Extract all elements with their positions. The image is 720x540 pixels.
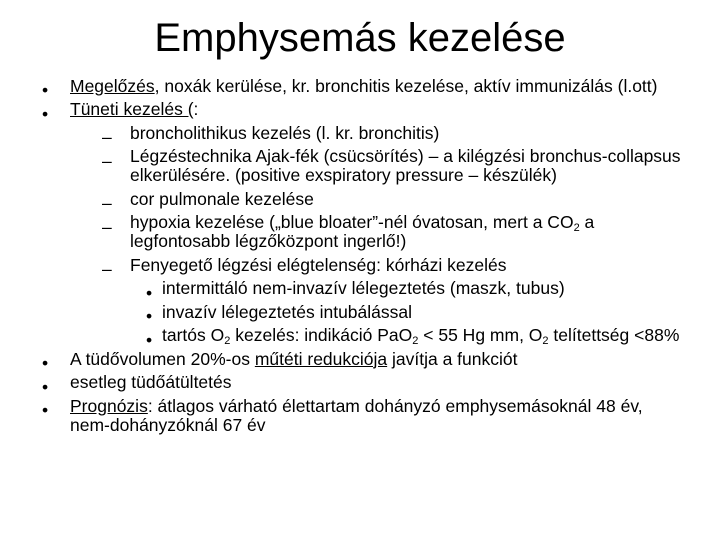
list-item-level1 [0, 397, 720, 435]
text-run: javítja a funkciót [387, 348, 518, 369]
subscript: 2 [573, 222, 580, 234]
bullet-marker: • [146, 329, 153, 350]
slide-title: Emphysemás kezelése [154, 16, 566, 60]
bullet-marker: • [146, 306, 153, 326]
list-item-level2 [0, 213, 720, 251]
subscript: 2 [224, 335, 231, 347]
list-item-level1 [0, 372, 720, 397]
bullet-marker: • [42, 400, 49, 420]
text-run: intermittáló nem-invazív lélegeztetés (maszk, tubus) [162, 278, 565, 298]
list-item-level3 [0, 325, 720, 350]
list-item-text [70, 100, 684, 119]
list-item-level2 [0, 254, 720, 279]
list-item-text [162, 279, 684, 298]
list-item-text [162, 303, 684, 322]
text-run: : [193, 99, 199, 119]
list-item-level1 [0, 75, 720, 100]
list-item-level2 [0, 122, 720, 147]
bullet-marker: – [102, 193, 112, 213]
subscript: 2 [412, 335, 419, 347]
bullet-marker: – [102, 216, 112, 237]
bullet-marker: • [42, 80, 49, 100]
text-run: , noxák kerülése, kr. bronchitis kezelése, aktív immunizálás (l.ott) [154, 75, 658, 96]
bullet-marker: • [42, 353, 49, 373]
list-item-text [162, 326, 684, 345]
bullet-marker: • [42, 376, 49, 397]
subscript: 2 [542, 335, 549, 347]
text-run: Tüneti kezelés ( [70, 99, 194, 119]
list-item-text [130, 213, 684, 251]
text-run: Légzéstechnika Ajak-fék (csücsörítés) – a kilégzési bronchus-collapsus elkerülésére. (positive exspiratory pressure – készülék) [130, 146, 681, 185]
list-item-text [70, 77, 684, 96]
list-item-level1 [0, 348, 720, 373]
text-run: cor pulmonale kezelése [130, 188, 314, 209]
list-item-text [70, 350, 684, 369]
list-item-text [70, 373, 684, 392]
text-run: invazív lélegeztetés intubálással [162, 301, 413, 322]
text-run: a legfontosabb légzőközpont ingerlő!) [130, 212, 595, 251]
text-run: esetleg tüdőátültetés [70, 372, 232, 392]
text-run: A tüdővolumen 20%-os [70, 348, 255, 369]
text-run: broncholithikus kezelés (l. kr. bronchitis) [130, 122, 440, 143]
text-run: hypoxia kezelése („blue bloater”-nél óvatosan, mert a CO [130, 212, 574, 232]
text-run: Fenyegető légzési elégtelenség: kórházi kezelés [130, 254, 507, 275]
list-item-level2 [0, 147, 720, 185]
list-item-level3 [0, 301, 720, 326]
text-run: < 55 Hg mm, O [418, 325, 543, 345]
text-run: tartós O [162, 325, 225, 345]
text-run: Megelőzés [70, 75, 155, 96]
text-run: Prognózis [70, 395, 148, 416]
list-item-text [130, 147, 684, 185]
list-item-level3 [0, 278, 720, 303]
text-run: : átlagos várható élettartam dohányzó emphysemásoknál 48 év, nem-dohányzóknál 67 év [70, 395, 643, 435]
text-run: kezelés: indikáció PaO [230, 325, 413, 345]
bullet-marker: • [42, 103, 49, 124]
bullet-marker: – [102, 127, 112, 147]
text-run: telítettség <88% [548, 325, 680, 345]
list-item-text [70, 397, 684, 435]
bullet-list [0, 72, 720, 435]
bullet-marker: – [102, 259, 112, 279]
bullet-marker: – [102, 150, 112, 171]
bullet-marker: • [146, 282, 153, 303]
list-item-level2 [0, 188, 720, 213]
text-run: műtéti redukciója [254, 348, 388, 369]
list-item-text [130, 124, 684, 143]
list-item-level1 [0, 99, 720, 124]
list-item-text [130, 256, 684, 275]
list-item-text [130, 190, 684, 209]
